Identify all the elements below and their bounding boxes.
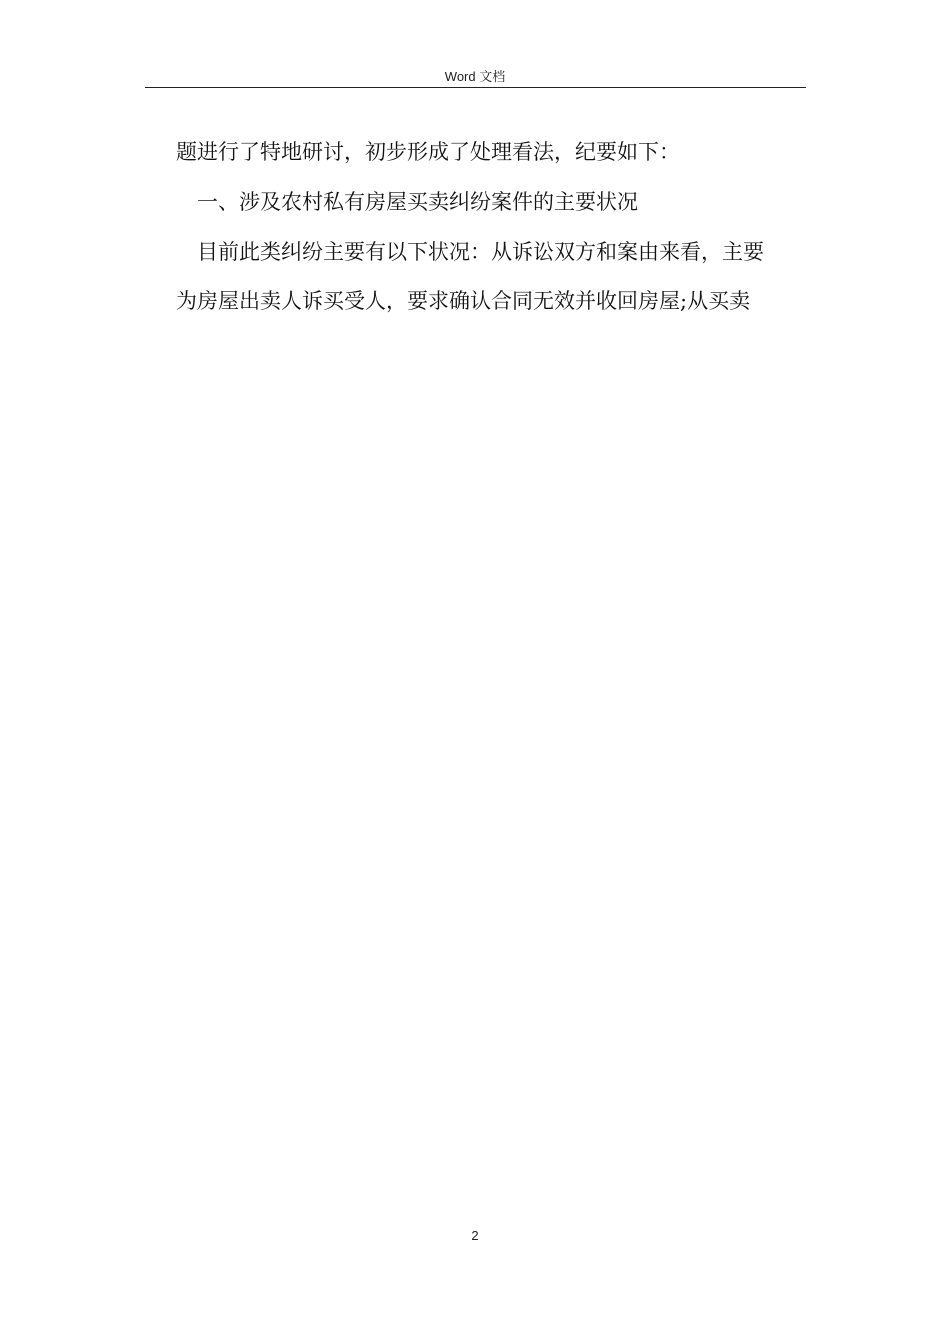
page-header: Word 文档 <box>444 69 506 84</box>
text-line: 目前此类纠纷主要有以下状况：从诉讼双方和案由来看，主要 <box>197 239 764 264</box>
document-body <box>176 128 816 327</box>
section-heading: 一、涉及农村私有房屋买卖纠纷案件的主要状况 <box>197 189 638 214</box>
header-rule <box>145 87 806 88</box>
text-line: 为房屋出卖人诉买受人，要求确认合同无效并收回房屋;从买卖 <box>176 289 751 314</box>
page-number: 2 <box>471 1228 479 1243</box>
text-line: 题进行了特地研讨，初步形成了处理看法，纪要如下： <box>176 140 680 164</box>
